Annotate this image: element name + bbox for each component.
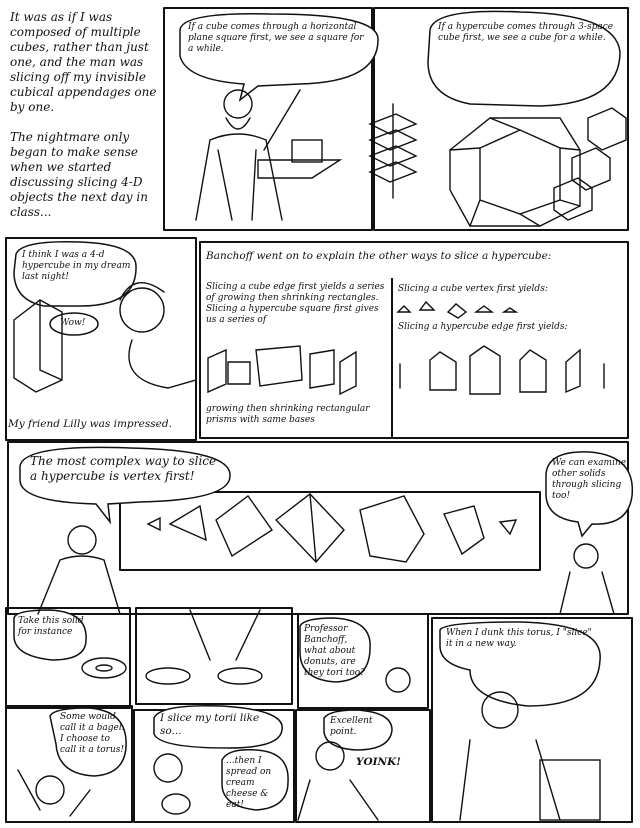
panel-4-text-left: Slicing a cube edge first yields a series of growing then shrinking rectangles. Slicing a hypercube square first gives us a series of <box>206 282 385 325</box>
panel-1-narration: It was as if I was composed of multiple cubes, rather than just one, and the man was slicing off my invisible cubical appendages one by one. <box>10 10 157 114</box>
panel-4-caption: Banchoff went on to explain the other ways to slice a hypercube: <box>206 250 552 262</box>
panel-3-bubble: I think I was a 4-d hypercube in my dream last night! <box>22 250 131 282</box>
panel-2-bubble-2: If a hypercube comes through 3-space cube first, we see a cube for a while. <box>438 22 614 43</box>
panel-6-bubble: Take this solid for instance <box>18 616 84 637</box>
panel-3-caption: My friend Lilly was impressed. <box>8 418 172 430</box>
panel-7-border <box>136 608 292 704</box>
panel-12-bubble: Excellent point. <box>330 716 373 737</box>
panel-11-bubble-2: ...then I spread on cream cheese & eat! <box>226 756 272 810</box>
panel-2-bubble-1: If a cube comes through a horizontal plane square first, we see a square for a while. <box>188 22 364 54</box>
panel-5-bubble: The most complex way to slice a hypercube is vertex first! <box>30 454 217 483</box>
panel-1-narration-2: The nightmare only began to make sense when we started discussing slicing 4-D objects the next day in class... <box>10 130 148 219</box>
panel-8-bubble: Professor Banchoff, what about donuts, are they tori too? <box>304 624 366 678</box>
panel-9-bubble: When I dunk this torus, I "slice" it in a new way. <box>446 628 592 649</box>
panel-4-text-right-1: Slicing a cube vertex first yields: <box>398 284 548 294</box>
panel-12-sfx: YOINK! <box>356 756 401 768</box>
panel-10-bubble: Some would call it a bagel. I choose to call it a torus! <box>60 712 125 755</box>
panel-5-bubble-right: We can examine other solids through slicing too! <box>552 458 627 501</box>
panel-4-text-right-2: Slicing a hypercube edge first yields: <box>398 322 568 332</box>
panel-4-text-left-2: growing then shrinking rectangular prisms with same bases <box>206 404 370 425</box>
panel-11-bubble: I slice my torii like so... <box>160 712 260 737</box>
panel-3-bubble-small: Wow! <box>60 318 86 328</box>
